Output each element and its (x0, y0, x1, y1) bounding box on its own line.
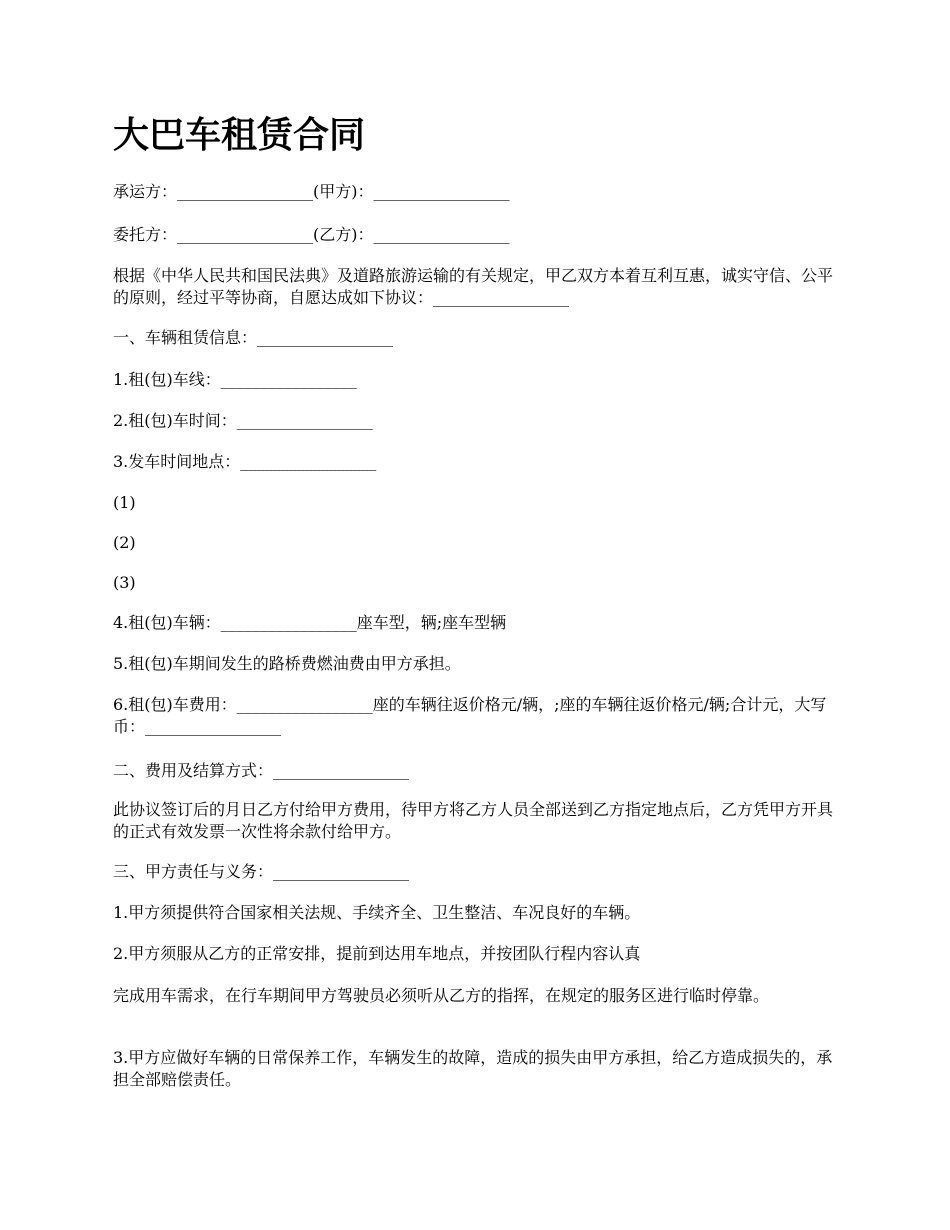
section-heading-party-a-duties: 三、甲方责任与义务：_________________ (113, 862, 410, 881)
paragraph-carrier: 承运方：_________________(甲方)：_________________ (113, 182, 510, 201)
paragraph-duty-3: 3.甲方应做好车辆的日常保养工作，车辆发生的故障，造成的损失由甲方承担，给乙方造成损失的，承担全部赔偿责任。 (113, 1048, 833, 1089)
section-heading-vehicle-info: 一、车辆租赁信息：_________________ (113, 328, 394, 347)
paragraph-item-3: (3) (113, 573, 136, 592)
paragraph-vehicles: 4.租(包)车辆：_________________座车型，辆;座车型辆 (113, 613, 507, 632)
paragraph-duty-1: 1.甲方须提供符合国家相关法规、手续齐全、卫生整洁、车况良好的车辆。 (113, 903, 641, 922)
paragraph-route: 1.租(包)车线：_________________ (113, 370, 357, 389)
paragraph-tolls: 5.租(包)车期间发生的路桥费燃油费由甲方承担。 (113, 654, 461, 673)
paragraph-departure: 3.发车时间地点：_________________ (113, 452, 377, 471)
paragraph-preamble: 根据《中华人民共和国民法典》及道路旅游运输的有关规定，甲乙双方本着互利互惠，诚实守信、公平的原则，经过平等协商，自愿达成如下协议：_________________ (113, 266, 834, 307)
paragraph-fees: 6.租(包)车费用：_________________座的车辆往返价格元/辆，;座的车辆往返价格元/辆;合计元，大写币：_________________ (113, 695, 827, 736)
section-heading-payment: 二、费用及结算方式：_________________ (113, 761, 410, 780)
paragraph-client: 委托方：_________________(乙方)：_________________ (113, 225, 510, 244)
paragraph-item-1: (1) (113, 493, 136, 512)
paragraph-payment-terms: 此协议签订后的月日乙方付给甲方费用，待甲方将乙方人员全部送到乙方指定地点后，乙方凭甲方开具的正式有效发票一次性将余款付给甲方。 (113, 800, 834, 841)
paragraph-duty-2: 2.甲方须服从乙方的正常安排，提前到达用车地点，并按团队行程内容认真 (113, 944, 641, 963)
paragraph-rental-time: 2.租(包)车时间：_________________ (113, 411, 373, 430)
paragraph-duty-2-continued: 完成用车需求，在行车期间甲方驾驶员必须听从乙方的指挥，在规定的服务区进行临时停靠。 (113, 986, 770, 1005)
paragraph-item-2: (2) (113, 533, 136, 552)
document-title: 大巴车租赁合同 (113, 115, 366, 156)
